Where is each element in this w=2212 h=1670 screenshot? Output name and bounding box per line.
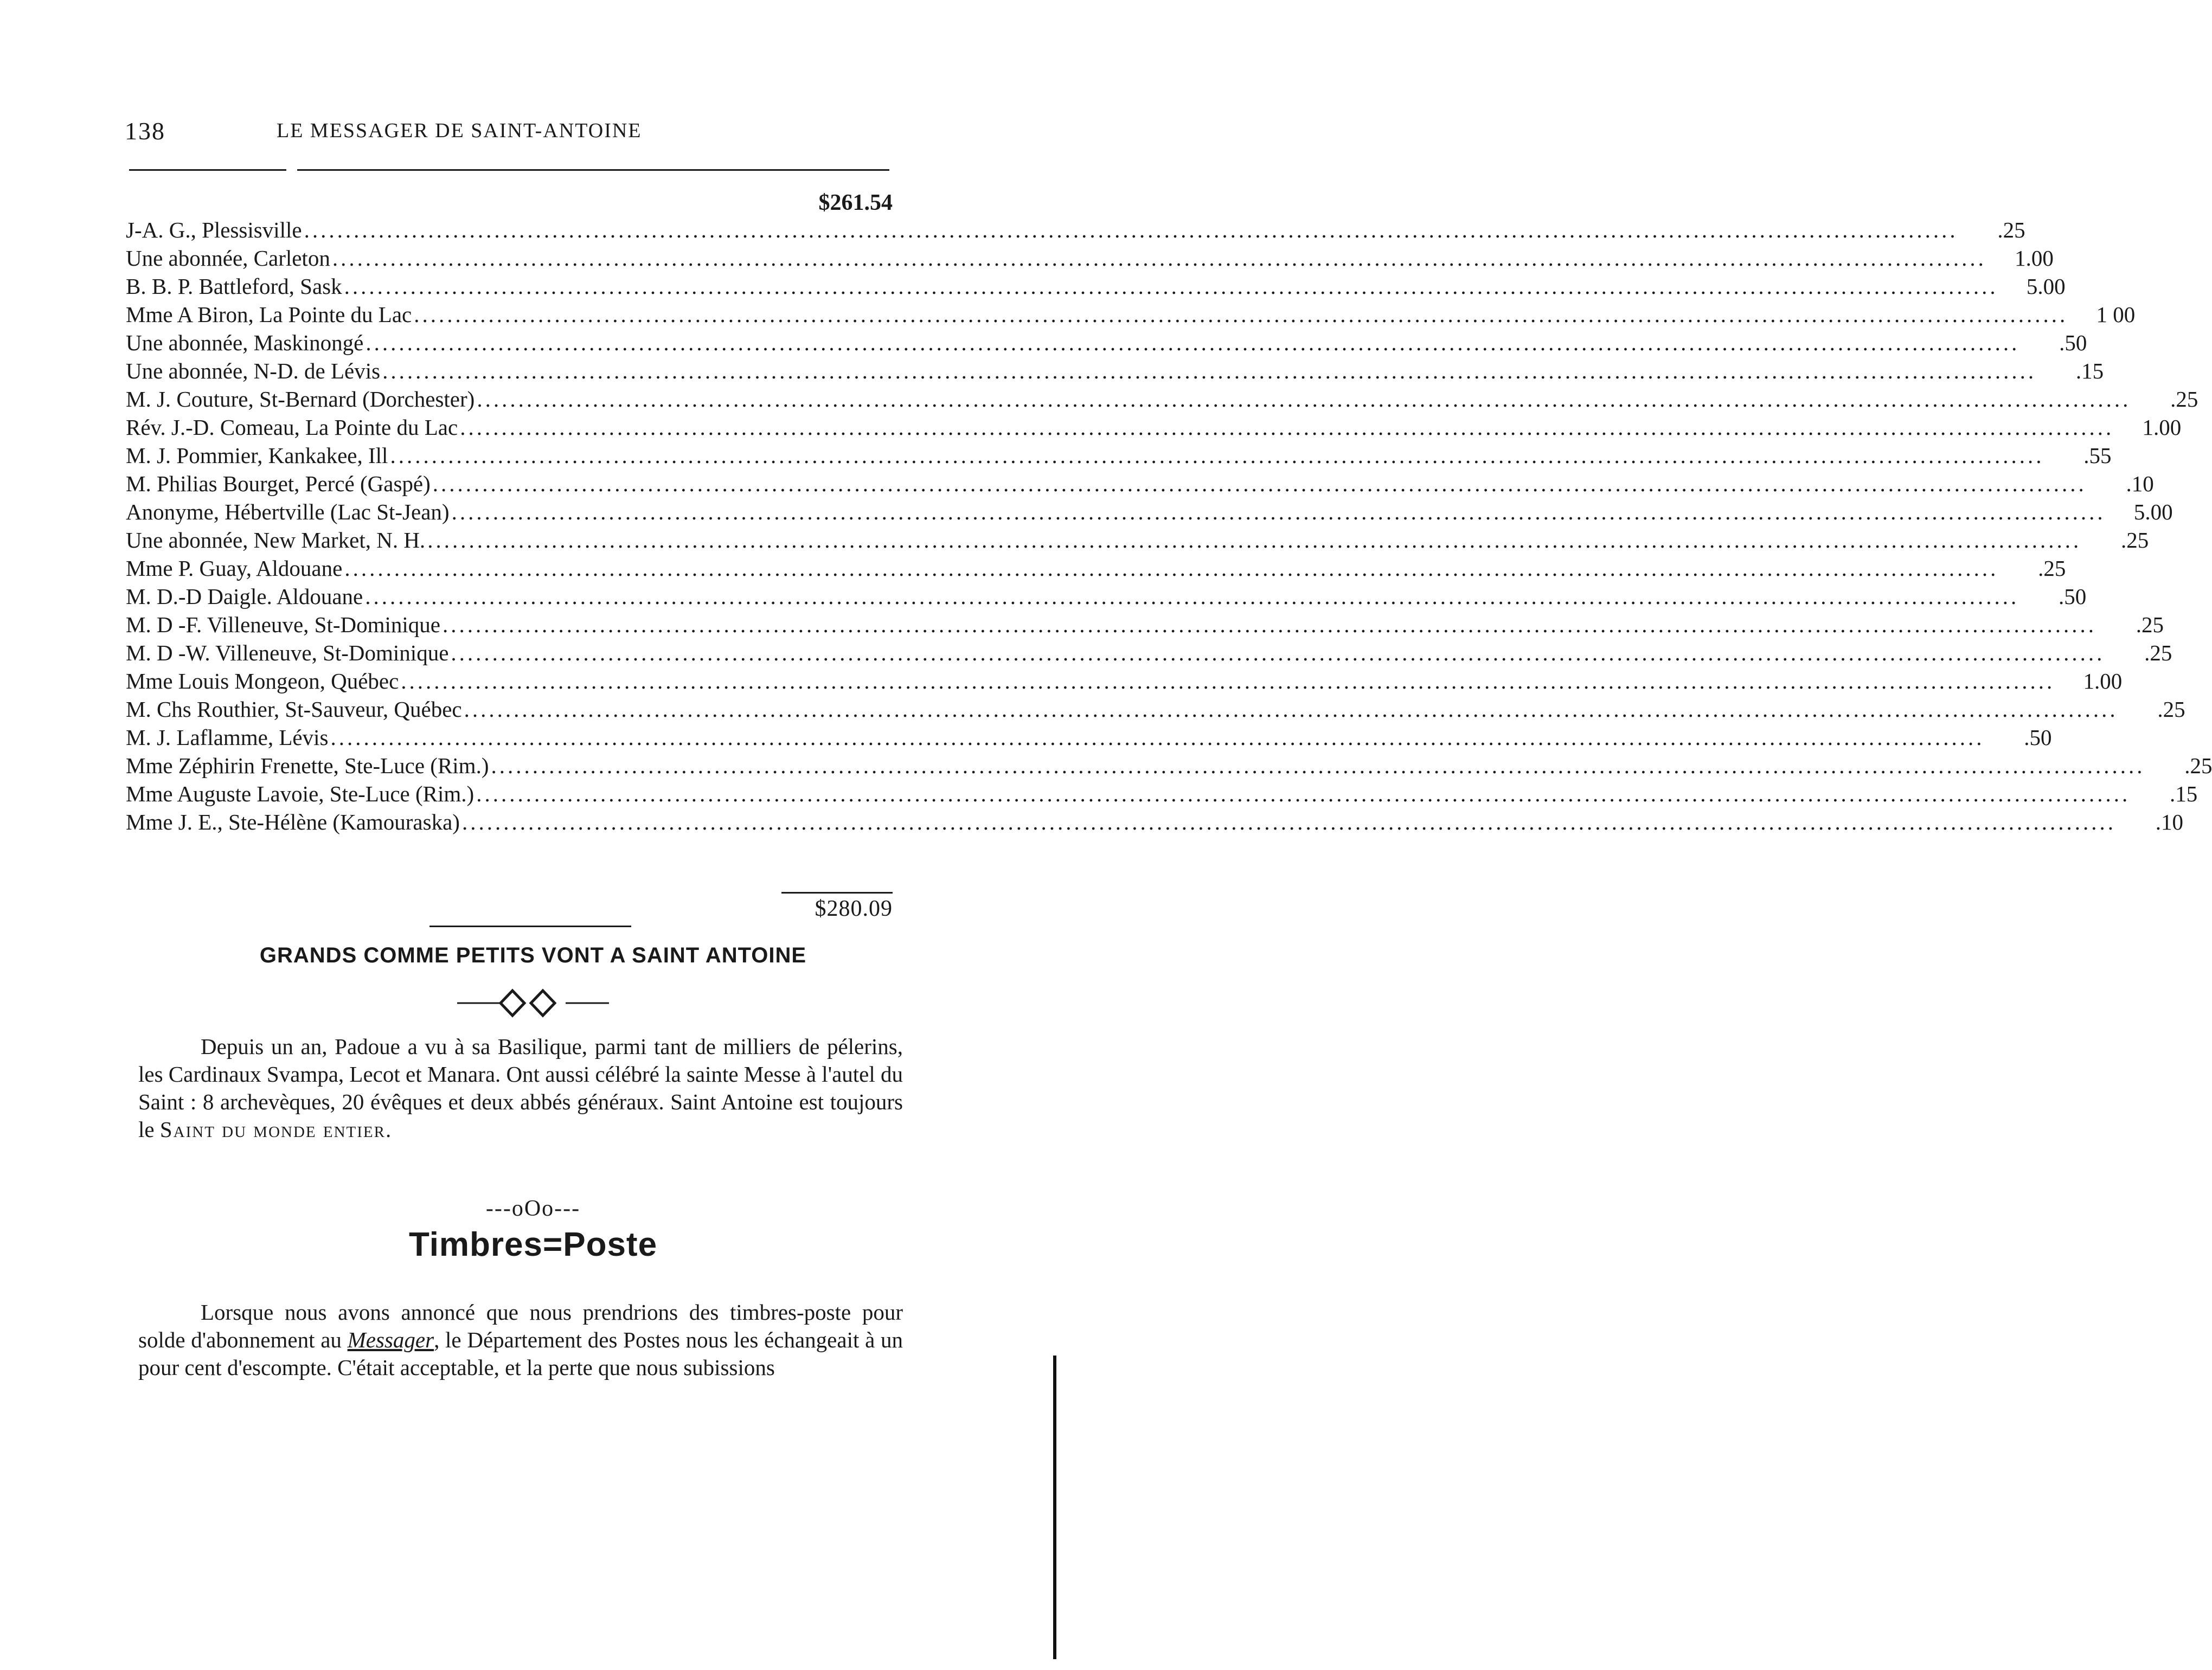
article-body-text: Depuis un an, Padoue a vu à sa Basilique, parmi tant de milliers de pélerins, les Cardinaux Svampa, Lecot et Manara. Ont aussi célébré la sainte Messe à l'autel du Saint : 8 archevèques, 20 évêques et deux abbés généraux. Saint Antoine est toujours le	[138, 1034, 903, 1142]
ledger-row	[126, 640, 2172, 668]
total-rule	[781, 892, 893, 894]
ledger-row	[126, 612, 2164, 640]
donor-name: Mme A Biron, La Pointe du Lac	[126, 302, 412, 327]
donation-amount: .50	[2024, 725, 2052, 750]
donation-amount: 5.00	[2026, 274, 2066, 299]
donor-name: M. D -F. Villeneuve, St-Dominique	[126, 612, 440, 637]
ledger-row	[126, 245, 2054, 273]
donation-amount: .25	[2120, 528, 2149, 553]
donor-name: Une abonnée, N-D. de Lévis	[126, 358, 381, 383]
ledger-row	[126, 471, 2154, 499]
donation-amount: .25	[2184, 753, 2212, 778]
ledger-row	[126, 358, 2104, 386]
scan-edge-mark	[1053, 1356, 1056, 1659]
leader-dots: ........................................................................................................................................................................................................	[304, 217, 1958, 242]
ledger-row	[126, 386, 2198, 414]
donor-name: J-A. G., Plessisville	[126, 217, 302, 242]
ledger-row	[126, 527, 2149, 555]
ledger-row	[126, 583, 2087, 612]
leader-dots: ........................................................................................................................................................................................................	[443, 612, 2096, 637]
donation-amount: 1.00	[2015, 246, 2054, 271]
ledger-row	[126, 499, 2173, 527]
ledger-row	[126, 217, 2025, 245]
leader-dots: ........................................................................................................................................................................................................	[461, 810, 2116, 834]
donor-name: Mme Zéphirin Frenette, Ste-Luce (Rim.)	[126, 753, 489, 778]
donor-name: M. J. Couture, St-Bernard (Dorchester)	[126, 387, 475, 412]
donor-name: M. J. Pommier, Kankakee, Ill	[126, 443, 388, 468]
leader-dots: ........................................................................................................................................................................................................	[344, 274, 1998, 299]
ledger-row	[126, 753, 2212, 781]
leader-dots: ........................................................................................................................................................................................................	[382, 358, 2037, 383]
donation-amount: 1.00	[2083, 669, 2123, 693]
ledger-row	[126, 301, 2136, 330]
text-divider: ---oOo---	[485, 1196, 581, 1221]
page-header	[125, 117, 895, 155]
donation-amount: 1.00	[2142, 415, 2182, 440]
running-title: LE MESSAGER DE SAINT-ANTOINE	[277, 119, 642, 142]
donation-amount: .25	[2144, 640, 2172, 665]
section-title: Timbres=Poste	[408, 1226, 658, 1263]
leader-dots: ........................................................................................................................................................................................................	[451, 640, 2105, 665]
ledger-row	[126, 724, 2052, 753]
ledger-row	[126, 555, 2066, 583]
donation-amount: .10	[2155, 810, 2183, 834]
donor-name: Mme P. Guay, Aldouane	[126, 556, 343, 581]
donation-amount: .25	[2157, 697, 2185, 722]
donation-amount: .55	[2083, 443, 2112, 468]
header-rule-left	[129, 169, 286, 171]
donation-amount: .50	[2059, 330, 2087, 355]
article-headline: GRANDS COMME PETITS VONT A SAINT ANTOINE	[259, 943, 807, 967]
page-number: 138	[125, 117, 165, 145]
donor-name: Une abonnée, New Market, N. H.	[126, 528, 426, 553]
donor-name: Rév. J.-D. Comeau, La Pointe du Lac	[126, 415, 458, 440]
donor-name: Anonyme, Hébertville (Lac St-Jean)	[126, 499, 450, 524]
donor-name: Mme Auguste Lavoie, Ste-Luce (Rim.)	[126, 781, 475, 806]
donation-amount: .15	[2169, 781, 2198, 806]
donor-name: Une abonnée, Maskinongé	[126, 330, 364, 355]
donor-name: M. Chs Routhier, St-Sauveur, Québec	[126, 697, 462, 722]
donation-amount: .15	[2075, 358, 2104, 383]
donation-amount: .25	[2136, 612, 2164, 637]
ledger-row	[126, 414, 2182, 442]
donation-amount: .10	[2126, 471, 2154, 496]
donor-name: M. J. Laflamme, Lévis	[126, 725, 329, 750]
section-rule	[429, 926, 631, 927]
carried-forward-amount: $261.54	[818, 190, 893, 215]
ledger-row	[126, 273, 2066, 301]
leader-dots: ........................................................................................................................................................................................................	[366, 330, 2020, 355]
donor-name: Mme J. E., Ste-Hélène (Kamouraska)	[126, 810, 460, 834]
donor-name: M. D.-D Daigle. Aldouane	[126, 584, 363, 609]
leader-dots: ........................................................................................................................................................................................................	[414, 302, 2068, 327]
leader-dots: ........................................................................................................................................................................................................	[427, 528, 2082, 553]
leader-dots: ........................................................................................................................................................................................................	[332, 246, 1986, 271]
leader-dots: ........................................................................................................................................................................................................	[464, 697, 2118, 722]
ledger-row	[126, 442, 2112, 471]
leader-dots: ........................................................................................................................................................................................................	[344, 556, 1999, 581]
section-body-text-2: , le Département des Postes nous les échangeait à un pour cent d'escompte. C'était acceptable, et la perte que nous subissions	[138, 1327, 903, 1380]
article-body	[138, 1033, 903, 1144]
ledger-row	[126, 809, 2183, 837]
donation-list	[126, 217, 2212, 837]
diamond-ornament-icon	[452, 984, 614, 1022]
leader-dots: ........................................................................................................................................................................................................	[390, 443, 2044, 468]
ledger-row	[126, 696, 2185, 724]
leader-dots: ........................................................................................................................................................................................................	[491, 753, 2145, 778]
donation-amount: .25	[2170, 387, 2198, 412]
donor-name: B. B. P. Battleford, Sask	[126, 274, 342, 299]
ledger-row	[126, 330, 2087, 358]
leader-dots: ........................................................................................................................................................................................................	[460, 415, 2114, 440]
ledger-total: $280.09	[815, 896, 893, 921]
donor-name: M. D -W. Villeneuve, St-Dominique	[126, 640, 449, 665]
donation-amount: .25	[1997, 217, 2025, 242]
donor-name: M. Philias Bourget, Percé (Gaspé)	[126, 471, 431, 496]
ledger-row	[126, 668, 2123, 696]
ledger-row	[126, 781, 2198, 809]
section-body	[138, 1299, 903, 1382]
article-body-smallcaps: Saint du monde entier.	[159, 1117, 393, 1142]
leader-dots: ........................................................................................................................................................................................................	[432, 471, 2087, 496]
leader-dots: ........................................................................................................................................................................................................	[365, 584, 2019, 609]
leader-dots: ........................................................................................................................................................................................................	[476, 781, 2131, 806]
leader-dots: ........................................................................................................................................................................................................	[477, 387, 2131, 412]
leader-dots: ........................................................................................................................................................................................................	[330, 725, 1985, 750]
donor-name: Mme Louis Mongeon, Québec	[126, 669, 399, 693]
leader-dots: ........................................................................................................................................................................................................	[451, 499, 2106, 524]
donation-amount: 5.00	[2133, 499, 2173, 524]
section-body-text-1: Lorsque nous avons annoncé que nous prendrions des timbres-poste pour solde d'abonnement au	[138, 1300, 903, 1352]
header-rule-right	[297, 169, 889, 171]
leader-dots: ........................................................................................................................................................................................................	[401, 669, 2055, 693]
section-body-emphasis: Messager	[347, 1327, 434, 1352]
donor-name: Une abonnée, Carleton	[126, 246, 330, 271]
donation-amount: .50	[2059, 584, 2087, 609]
donation-amount: 1 00	[2096, 302, 2136, 327]
donation-amount: .25	[2038, 556, 2066, 581]
